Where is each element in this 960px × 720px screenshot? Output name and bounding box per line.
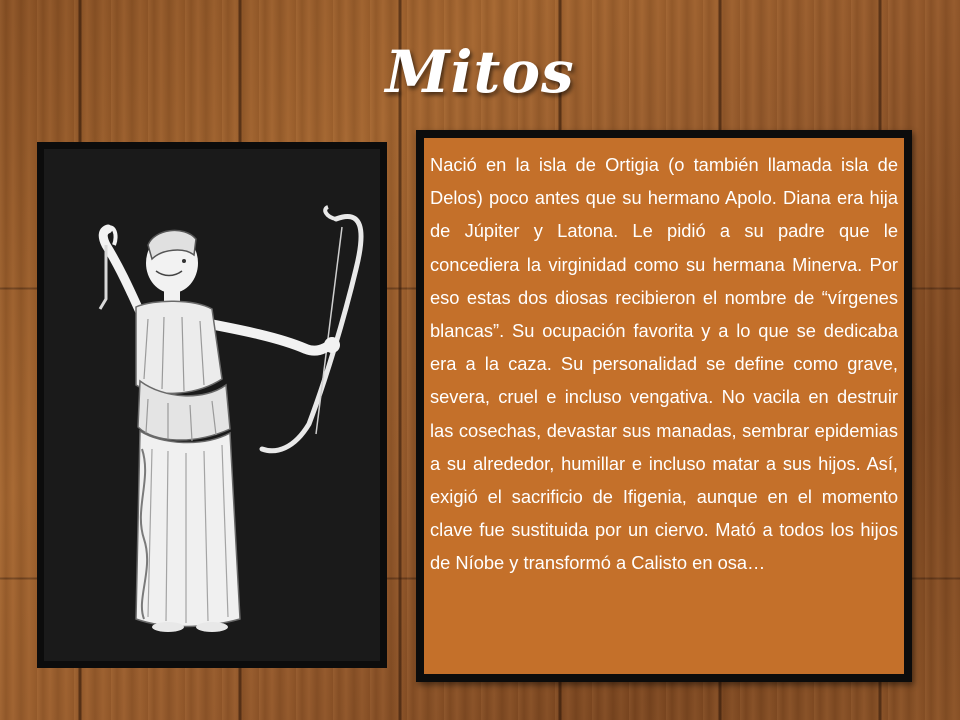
myth-description: Nació en la isla de Ortigia (o también llamada isla de Delos) poco antes que su hermano Apolo. Diana era hija de Júpiter y Latona. Le pidió a su padre que le concediera la virginidad como su hermana Minerva. Por eso estas dos diosas recibieron el nombre de “vírgenes blancas”. Su ocupación favorita y a lo que se dedicaba era a la caza. Su personalidad se define como grave, severa, cruel e incluso vengativa. No vacila en destruir las cosechas, devastar sus manadas, sembrar epidemias a su alrededor, humillar e incluso matar a sus hijos. Así, exigió el sacrificio de Ifigenia, aunque en el momento clave fue sustituida por un ciervo. Mató a todos los hijos de Níobe y transformó a Calisto en osa…	[430, 154, 898, 574]
slide-title: Mitos	[385, 38, 575, 106]
artemis-illustration-frame	[37, 142, 387, 668]
myth-text-panel	[416, 130, 912, 682]
artemis-archer-illustration	[44, 149, 380, 661]
